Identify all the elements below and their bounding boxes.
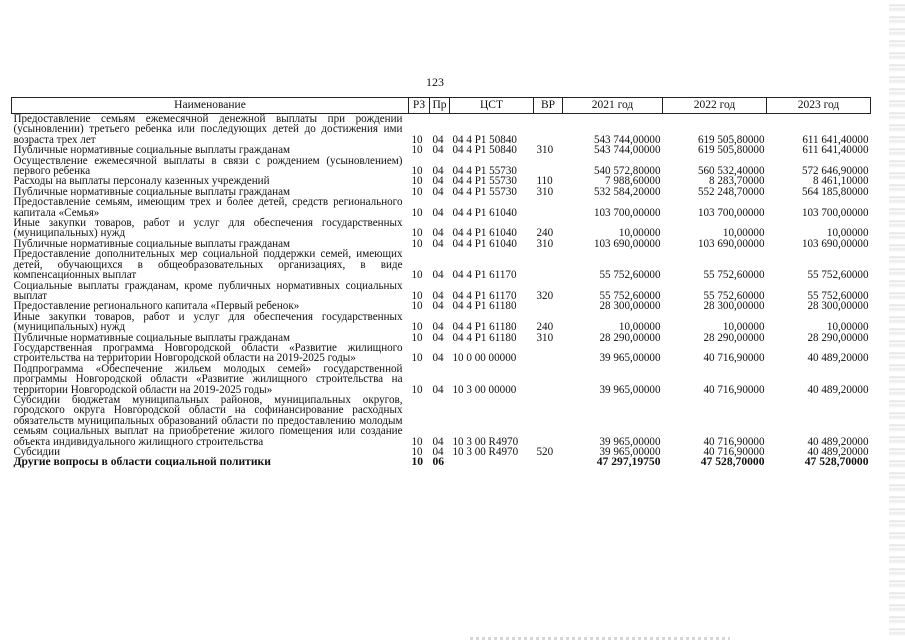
cell-name: Иные закупки товаров, работ и услуг для обеспечения государственных (муниципальных) нужд [13,217,403,240]
cell-2023: 40 489,20000 [807,435,869,448]
cell-vr [534,364,563,395]
table-row [12,197,871,218]
cell-rz: 10 [411,352,423,365]
cell-cst [450,457,534,467]
cell-2021: 39 965,00000 [599,435,661,448]
cell-2023: 28 300,00000 [807,300,869,313]
cell-cst: 04 4 P1 61040 [452,206,517,219]
cell-pr: 04 [432,269,444,282]
cell-name: Социальные выплаты гражданам, кроме публичных нормативных социальных выплат [13,279,403,302]
cell-vr: 320 [536,289,554,302]
header-cst: ЦСТ [450,98,534,114]
cell-cst: 04 4 P1 55730 [452,165,517,178]
cell-cst: 10 3 00 00000 [452,383,517,396]
cell-vr [534,395,563,447]
cell-pr: 04 [432,289,444,302]
cell-name: Государственная программа Новгородской области «Развитие жилищного строительства на территории Новгородской области на 2019-2025 годы» [13,341,403,365]
cell-cst: 04 4 P1 55730 [452,175,517,188]
cell-2023: 10,00000 [826,227,869,240]
cell-vr: 240 [536,321,554,334]
cell-pr: 04 [432,435,444,448]
cell-vr [534,156,563,177]
cell-2022: 28 300,00000 [703,300,765,313]
cell-pr: 04 [432,133,444,146]
header-2021: 2021 год [563,98,663,114]
header-rz: РЗ [409,98,430,114]
header-name: Наименование [12,98,409,114]
cell-2021: 39 965,00000 [599,383,661,396]
cell-2022: 103 700,00000 [697,206,765,219]
budget-table [11,97,871,468]
cell-vr: 310 [536,237,554,250]
cell-name: Подпрограмма «Обеспечение жильем молодых семей» государственной программы Новгородской области «Развитие жилищного строительства на территории Новгородской области на 2019-2025 годы» [13,362,403,396]
cell-2021: 47 297,19750 [596,455,661,469]
cell-2022: 8 283,70000 [709,175,765,188]
cell-2023: 28 290,00000 [807,331,869,344]
cell-rz: 10 [411,165,423,178]
cell-2021: 28 290,00000 [599,331,661,344]
table-row [12,343,871,364]
cell-cst: 10 3 00 R4970 [452,446,519,458]
cell-rz: 10 [411,144,423,157]
cell-name: Предоставление дополнительных мер социальной поддержки семей, имеющих детей, обучающихся в общеобразовательных организациях, в виде компенсационных выплат [13,248,403,282]
header-2023: 2023 год [767,98,871,114]
cell-rz: 10 [411,300,423,313]
cell-pr: 06 [432,455,445,469]
header-pr: Пр [430,98,450,114]
cell-pr: 04 [432,185,444,198]
cell-vr [534,249,563,280]
cell-rz: 10 [411,321,423,334]
cell-rz: 10 [411,237,423,250]
cell-name: Публичные нормативные социальные выплаты гражданам [13,185,291,198]
cell-name: Предоставление регионального капитала «Первый ребенок» [13,300,300,313]
cell-pr: 04 [432,165,444,178]
cell-2023: 564 185,80000 [801,185,869,198]
cell-name: Публичные нормативные социальные выплаты гражданам [13,331,291,344]
cell-name: Осуществление ежемесячной выплаты в связи с рождением (усыновлением) первого ребенка [13,154,403,178]
scan-edge-artifact [889,0,905,640]
cell-rz: 10 [411,175,423,188]
cell-cst: 04 4 P1 50840 [452,144,517,157]
cell-vr: 310 [536,331,554,344]
cell-pr: 04 [432,321,444,334]
cell-2023: 55 752,60000 [807,289,869,302]
cell-rz: 10 [411,227,423,240]
cell-vr [534,457,563,467]
cell-2021: 55 752,60000 [599,269,661,282]
cell-2022: 619 505,80000 [697,133,765,146]
cell-2021: 103 690,00000 [593,237,661,250]
cell-2022: 103 690,00000 [697,237,765,250]
cell-2021: 103 700,00000 [593,206,661,219]
cell-2022: 40 716,90000 [703,446,765,458]
table-row [12,218,871,239]
cell-2021: 10,00000 [618,321,661,334]
header-vr: ВР [534,98,563,114]
cell-pr: 04 [432,383,444,396]
page-number: 123 [426,75,444,89]
table-row [12,249,871,280]
cell-2022: 560 532,40000 [697,165,765,178]
cell-cst: 04 4 P1 50840 [452,133,517,146]
cell-vr: 310 [536,185,554,198]
cell-rz: 10 [411,269,423,282]
cell-rz: 10 [411,455,424,469]
cell-name: Предоставление семьям, имеющим трех и более детей, средств регионального капитала «Семья» [13,196,403,219]
cell-vr: 110 [536,175,553,188]
cell-rz: 10 [411,435,423,448]
cell-cst: 04 4 P1 61180 [452,331,517,344]
cell-name: Предоставление семьям ежемесячной денежной выплаты при рождении (усыновлении) третьего ребенка или последующих детей до достижения ими возраста трех лет [13,113,403,146]
cell-vr [534,343,563,364]
cell-rz: 10 [411,331,423,344]
cell-2023: 40 489,20000 [807,352,869,365]
cell-cst: 04 4 P1 61180 [452,300,517,313]
cell-name: Иные закупки товаров, работ и услуг для обеспечения государственных (муниципальных) нужд [13,310,403,334]
cell-pr: 04 [432,331,444,344]
table-body [12,114,871,468]
cell-pr: 04 [432,352,444,365]
cell-2021: 39 965,00000 [599,446,661,458]
cell-2021: 543 744,00000 [593,144,661,157]
cell-2022: 40 716,90000 [703,352,765,365]
cell-name: Субсидии [13,446,61,458]
cell-2021: 39 965,00000 [599,352,661,365]
cell-vr [534,114,563,146]
cell-2023: 611 641,40000 [802,133,869,146]
table-row [12,281,871,302]
cell-2023: 103 690,00000 [801,237,869,250]
header-2022: 2022 год [663,98,767,114]
cell-2021: 543 744,00000 [593,133,661,146]
cell-2022: 40 716,90000 [703,435,765,448]
cell-cst: 10 0 00 00000 [452,352,517,365]
cell-rz: 10 [411,133,423,146]
cell-rz: 10 [411,289,423,302]
cell-2021: 7 988,60000 [605,175,661,188]
cell-2021: 532 584,20000 [593,185,661,198]
cell-2023: 572 646,90000 [801,165,869,178]
cell-pr: 04 [432,237,444,250]
cell-2021: 540 572,80000 [593,165,661,178]
cell-2022: 619 505,80000 [697,144,765,157]
cell-pr: 04 [432,227,444,240]
table-row [12,364,871,395]
cell-cst: 10 3 00 R4970 [452,435,519,448]
cell-vr: 240 [536,227,554,240]
cell-name: Другие вопросы в области социальной политики [13,455,271,469]
cell-2023: 103 700,00000 [801,206,869,219]
cell-pr: 04 [432,206,444,219]
cell-rz: 10 [411,206,423,219]
cell-2023: 40 489,20000 [807,383,869,396]
cell-name: Субсидии бюджетам муниципальных районов, муниципальных округов, городского округа Новгородской области на софинансирование расходных обязательств муниципальных образований области по предоставлению молодым семьям социальных выплат на приобретение жилого помещения или создание объекта индивидуального жилищного строительства [13,393,403,448]
table-row [12,156,871,177]
table-header-row [12,98,871,114]
cell-cst: 04 4 P1 61170 [452,289,517,302]
cell-2022: 55 752,60000 [703,289,765,302]
table-row [12,457,871,467]
cell-pr: 04 [432,175,444,188]
cell-2021: 55 752,60000 [599,289,661,302]
cell-rz: 10 [411,446,423,458]
cell-name: Расходы на выплаты персоналу казенных учреждений [13,175,270,188]
table-row [12,312,871,333]
cell-2023: 55 752,60000 [807,269,869,282]
cell-vr: 310 [536,144,554,157]
cell-2023: 611 641,40000 [802,144,869,157]
cell-cst: 04 4 P1 61170 [452,269,517,282]
cell-cst: 04 4 P1 61180 [452,321,517,334]
cell-name: Публичные нормативные социальные выплаты гражданам [13,237,291,250]
cell-rz: 10 [411,383,423,396]
cell-2021: 28 300,00000 [599,300,661,313]
cell-pr: 04 [432,300,444,313]
cell-vr: 520 [536,446,554,458]
cell-2022: 10,00000 [722,227,765,240]
cell-2022: 40 716,90000 [703,383,765,396]
table-row [12,114,871,146]
cell-cst: 04 4 P1 55730 [452,185,517,198]
cell-2021: 10,00000 [618,227,661,240]
cell-2022: 552 248,70000 [697,185,765,198]
table-row [12,395,871,447]
cell-vr [534,197,563,218]
cell-2022: 47 528,70000 [700,455,765,469]
cell-rz: 10 [411,185,423,198]
cell-cst: 04 4 P1 61040 [452,227,517,240]
cell-pr: 04 [432,144,444,157]
cell-2022: 55 752,60000 [703,269,765,282]
cell-2022: 10,00000 [722,321,765,334]
cell-2023: 10,00000 [826,321,869,334]
cell-vr [534,301,563,311]
cell-cst: 04 4 P1 61040 [452,237,517,250]
cell-name: Публичные нормативные социальные выплаты гражданам [13,144,291,157]
cell-2023: 47 528,70000 [804,455,869,469]
cell-pr: 04 [432,446,444,458]
cell-2022: 28 290,00000 [703,331,765,344]
cell-2023: 8 461,10000 [813,175,869,188]
cell-2023: 40 489,20000 [807,446,869,458]
